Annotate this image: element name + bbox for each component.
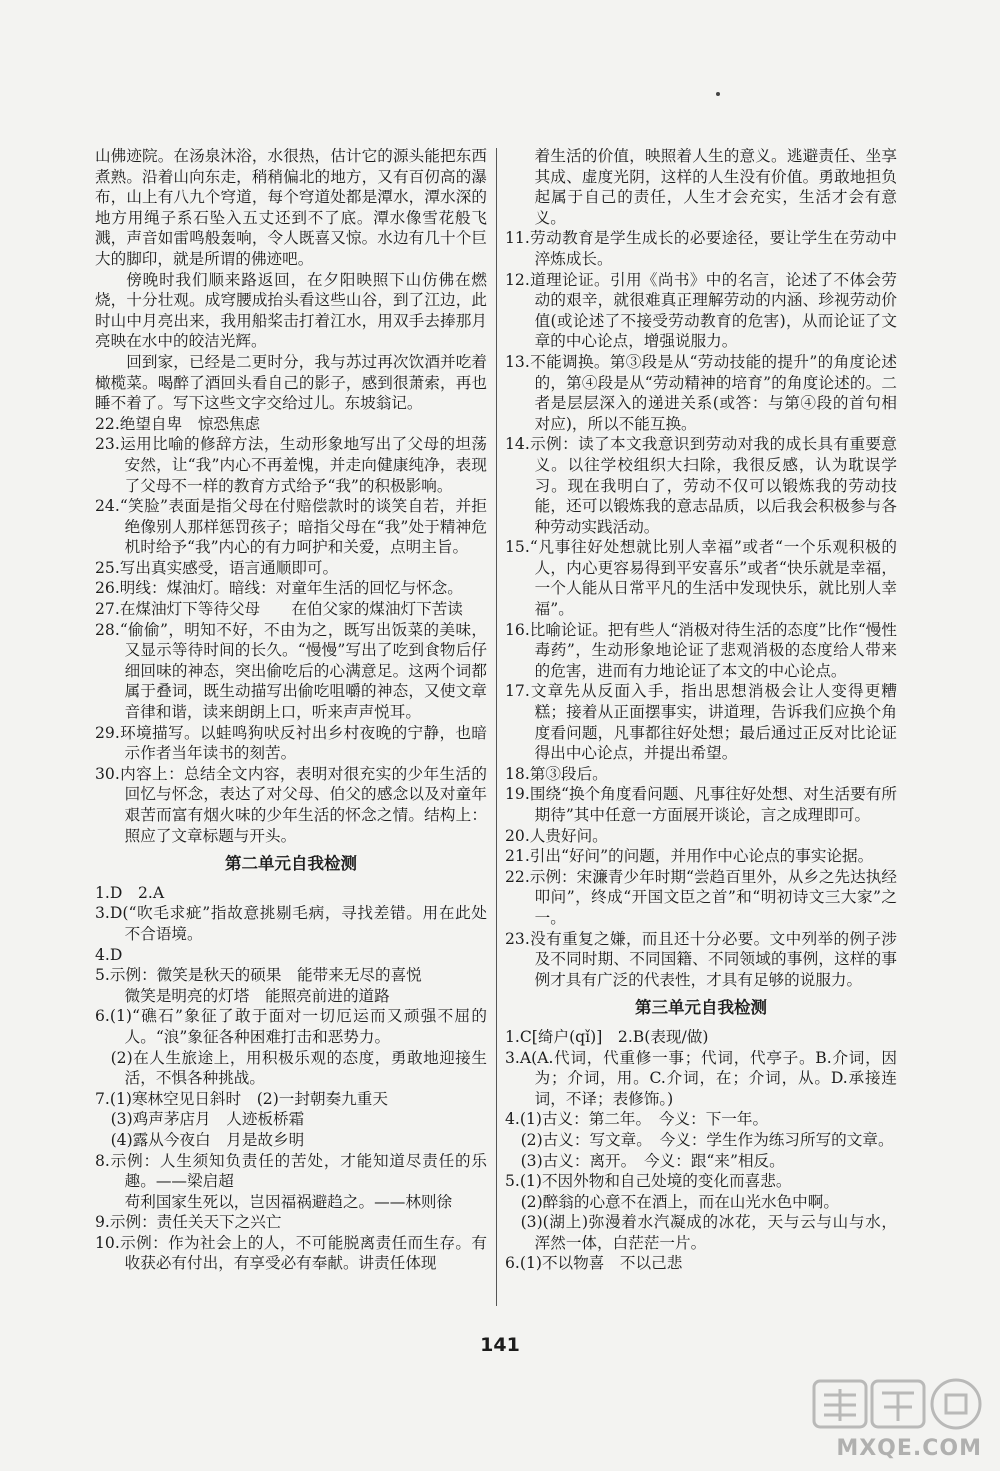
answer-item: 1.C[绮户(qǐ)] 2.B(表现/做) [505,1027,709,1046]
answer-subitem: (3)(湖上)弥漫着水汽凝成的冰花，天与云与山与水，浑然一体，白茫茫一片。 [520,1213,897,1252]
answer-item: 7.(1)寒林空见日斜时 (2)一封朝奏九重天 [95,1089,388,1108]
answer-item: 23.运用比喻的修辞方法，生动形象地写出了父母的坦荡安然，让“我”内心不再羞愧，并走向健康纯净，表现了父母不一样的教育方式给予“我”的积极影响。 [95,435,487,495]
scan-speck [716,92,720,96]
answer-item: 27.在煤油灯下等待父母 在伯父家的煤油灯下苦读 [95,600,463,619]
answer-subitem: (2)在人生旅途上，用积极乐观的态度，勇敢地迎接生活，不惧各种挑战。 [110,1048,487,1088]
answer-item: 22.示例：宋濂青少年时期“尝趋百里外，从乡之先达执经叩问”，终成“开国文臣之首”和“明初诗文三大家”之一。 [505,867,897,927]
answer-item: 23.没有重复之嫌，而且还十分必要。文中列举的例子涉及不同时期、不同国籍、不同领域的事例，这样的事例才具有广泛的代表性，才具有足够的说服力。 [505,929,897,989]
section-heading: 第二单元自我检测 [225,854,357,874]
column-divider [496,148,497,1306]
answer-item: 11.劳动教育是学生成长的必要途径，要让学生在劳动中淬炼成长。 [505,229,897,268]
answer-item: 4.D [95,945,123,964]
watermark-url: MXQE.COM [836,1436,982,1461]
answer-subitem: (3)鸡声茅店月 人迹板桥霜 [110,1110,305,1129]
answer-item: 5.(1)不因外物和自己处境的变化而喜悲。 [505,1172,792,1191]
answer-subitem: (3)古义：离开。 今义：跟“来”相反。 [520,1151,785,1170]
answer-item: 8.示例：人生须知负责任的苦处，才能知道尽责任的乐趣。——梁启超 [95,1151,487,1191]
answer-item: 19.围绕“换个角度看问题、凡事往好处想、对生活要有所期待”其中任意一方面展开谈论，言之成理即可。 [505,785,897,824]
answer-subitem: (4)露从今夜白 月是故乡明 [110,1130,305,1149]
answer-item: 6.(1)“礁石”象征了敢于面对一切厄运而又顽强不屈的人。“浪”象征各种困难打击和恶势力。 [95,1007,487,1046]
answer-item: 1.D 2.A [95,883,165,902]
translation-paragraph: 回到家，已经是二更时分，我与苏过再次饮酒并吃着橄榄菜。喝醉了酒回头看自己的影子，感到很萧索，再也睡不着了。写下这些文字交给过儿。东坡翁记。 [95,352,487,413]
answer-item: 24.“笑脸”表面是指父母在付赔偿款时的谈笑自若，并拒绝像别人那样惩罚孩子；暗指父母在“我”处于精神危机时给予“我”内心的有力呵护和关爱，点明主旨。 [95,497,487,557]
watermark-badge-icon [806,1375,986,1433]
answer-subitem: (2)古义：写文章。 今义：学生作为练习所写的文章。 [520,1130,894,1149]
answer-item: 4.(1)古义：第二年。 今义：下一年。 [505,1110,769,1129]
page-number: 141 [480,1334,520,1356]
answer-item: 29.环境描写。以蛙鸣狗吠反衬出乡村夜晚的宁静，也暗示作者当年读书的刻苦。 [95,723,487,763]
answer-item: 26.明线：煤油灯。暗线：对童年生活的回忆与怀念。 [95,579,463,598]
translation-paragraph: 山佛迹院。在汤泉沐浴，水很热，估计它的源头能把东西煮熟。沿着山向东走，稍稍偏北的地方，又有百仞高的瀑布，山上有八九个穹道，每个穹道处都是潭水，潭水深的地方用绳子系石坠入五丈还到不了底。潭水像雪花般飞溅，声音如雷鸣般轰响，令人既喜又惊。水边有几十个巨大的脚印，就是所谓的佛迹吧。 [95,147,487,268]
answer-item: 6.(1)不以物喜 不以己悲 [505,1254,683,1273]
watermark-logo [806,1375,986,1461]
answer-item: 22.绝望自卑 惊恐焦虑 [95,414,261,433]
answer-continuation: 着生活的价值，映照着人生的意义。逃避责任、坐享其成、虚度光阴，这样的人生没有价值。勇敢地担负起属于自己的责任，人生才会充实，生活才会有意义。 [534,147,897,227]
answer-item: 10.示例：作为社会上的人，不可能脱离责任而生存。有收获必有付出，有享受必有奉献。讲责任体现 [95,1233,487,1273]
answer-item: 18.第③段后。 [505,764,608,783]
right-column [505,146,897,1274]
answer-continuation: 微笑是明亮的灯塔 能照亮前进的道路 [124,986,390,1005]
answer-item: 14.示例：读了本文我意识到劳动对我的成长具有重要意义。以往学校组织大扫除，我很反感，认为耽误学习。现在我明白了，劳动不仅可以锻炼我的劳动技能，还可以锻炼我的意志品质，以后我会积极参与各种劳动实践活动。 [505,435,897,536]
section-heading: 第三单元自我检测 [635,998,767,1018]
answer-item: 15.“凡事往好处想就比别人幸福”或者“一个乐观积极的人，内心更容易得到平安喜乐”或者“快乐就是幸福，一个人能从日常平凡的生活中发现快乐，就比别人幸福”。 [505,538,897,619]
answer-item: 17.文章先从反面入手，指出思想消极会让人变得更糟糕；接着从正面摆事实，讲道理，告诉我们应换个角度看问题，凡事都往好处想；最后通过正反对比论证得出中心论点，并提出希望。 [505,682,897,763]
answer-item: 5.示例：微笑是秋天的硕果 能带来无尽的喜悦 [95,966,422,985]
answer-item: 20.人贵好问。 [505,826,608,845]
answer-item: 25.写出真实感受，语言通顺即可。 [95,558,339,577]
answer-item: 3.D(“吹毛求疵”指故意挑剔毛病，寻找差错。用在此处不合语境。 [95,904,487,943]
answer-subitem: (2)醉翁的心意不在酒上，而在山光水色中啊。 [520,1192,839,1211]
answer-item: 12.道理论证。引用《尚书》中的名言，论述了不体会劳动的艰辛，就很难真正理解劳动的内涵、珍视劳动价值(或论述了不接受劳动教育的危害)，从而论证了文章的中心论点，增强说服力。 [505,270,897,351]
answer-item: 30.内容上：总结全文内容，表明对很充实的少年生活的回忆与怀念，表达了对父母、伯父的感念以及对童年艰苦而富有烟火味的少年生活的怀念之情。结构上：照应了文章标题与开头。 [95,764,487,845]
left-column [95,146,487,1274]
answer-item: 16.比喻论证。把有些人“消极对待生活的态度”比作“慢性毒药”，生动形象地论证了悲观消极的态度给人带来的危害，进而有力地论证了本文的中心论点。 [505,620,897,680]
answer-item: 28.“偷偷”，明知不好，不由为之，既写出饭菜的美味，又显示等待时间的长久。“慢慢”写出了吃到食物后仔细回味的神态，突出偷吃后的心满意足。这两个词都属于叠词，既生动描写出偷吃咀嚼的神态，又使文章音律和谐，读来朗朗上口，听来声声悦耳。 [95,620,487,722]
translation-paragraph: 傍晚时我们顺来路返回，在夕阳映照下山仿佛在燃烧，十分壮观。成穹腰成抬头看这些山谷，到了江边，此时山中月亮出来，我用船桨击打着江水，用双手去捧那月亮映在水中的皎洁光辉。 [95,270,487,351]
answer-item: 13.不能调换。第③段是从“劳动技能的提升”的角度论述的，第④段是从“劳动精神的培育”的角度论述的。二者是层层深入的递进关系(或答：与第④段的首句相对应)，所以不能互换。 [505,352,897,433]
answer-continuation: 苟利国家生死以，岂因福祸避趋之。——林则徐 [124,1192,453,1211]
answer-item: 21.引出“好问”的问题，并用作中心论点的事实论据。 [505,847,874,866]
answer-item: 3.A(A.代词，代重修一事；代词，代亭子。B.介词，因为；介词，用。C.介词，在；介词，从。D.承接连词，不译；表修饰。) [505,1048,897,1108]
answer-item: 9.示例：责任关天下之兴亡 [95,1213,282,1232]
